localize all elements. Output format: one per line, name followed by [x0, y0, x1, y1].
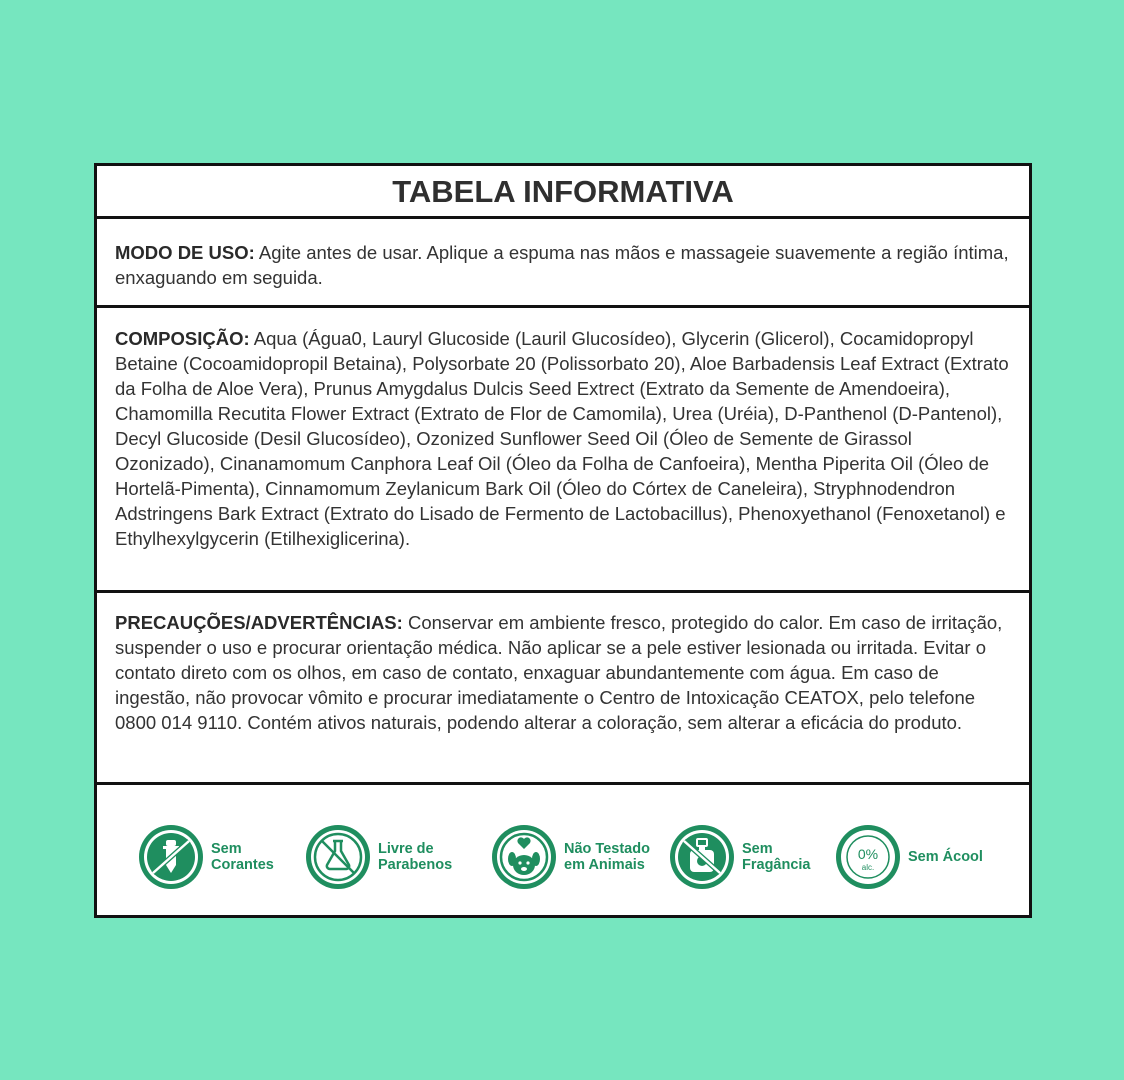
- composition-text: Aqua (Água0, Lauryl Glucoside (Lauril Glucosídeo), Glycerin (Glicerol), Cocamidopropyl Betaine (Cocoamidopropil Betaina), Polysorbate 20 (Polissorbato 20), Aloe Barbadensis Leaf Extract (Extrato da Folha de Aloe Vera), Prunus Amygdalus Dulcis Seed Extrect (Extrato da Semente de Amendoeira), Chamomilla Recutita Flower Extract (Extrato de Flor de Camomila), Urea (Uréia), D-Panthenol (D-Pantenol), Decyl Glucoside (Desil Glucosídeo), Ozonized Sunflower Seed Oil (Óleo de Semente de Girassol Ozonizado), Cinanamomum Canphora Leaf Oil (Óleo da Folha de Canfoeira), Mentha Piperita Oil (Óleo de Hortelã-Pimenta), Cinnamomum Zeylanicum Bark Oil (Óleo do Córtex de Caneleira), Stryphnodendron Adstringens Bark Extract (Extrato do Lisado de Fermento de Lactobacillus), Phenoxyethanol (Fenoxetanol) e Ethylhexylgycerin (Etilhexiglicerina).: [115, 328, 1009, 549]
- badge-paraben-free: [304, 823, 452, 891]
- animal-heart-icon: [490, 823, 558, 891]
- no-dropper-icon: [137, 823, 205, 891]
- usage-section: [97, 219, 1029, 308]
- usage-text: Agite antes de usar. Aplique a espuma nas mãos e massageie suavemente a região íntima, enxaguando em seguida.: [115, 242, 1009, 288]
- warnings-label: PRECAUÇÕES/ADVERTÊNCIAS:: [115, 612, 403, 633]
- badge-no-colorants: [137, 823, 274, 891]
- usage-label: MODO DE USO:: [115, 242, 255, 263]
- no-perfume-icon: [668, 823, 736, 891]
- warnings-section: [97, 593, 1029, 785]
- badge-cruelty-free-label: Não Testado em Animais: [564, 841, 650, 873]
- badge-paraben-free-label: Livre de Parabenos: [378, 841, 453, 873]
- badge-fragrance-free: [668, 823, 811, 891]
- badge-cruelty-free: [490, 823, 650, 891]
- composition-label: COMPOSIÇÃO:: [115, 328, 250, 349]
- badge-no-colorants-label: Sem Corantes: [211, 841, 274, 873]
- alc-text: alc.: [861, 863, 875, 872]
- warnings-text: Conservar em ambiente fresco, protegido do calor. Em caso de irritação, suspender o uso e procurar orientação médica. Não aplicar se a pele estiver lesionada ou irritada. Evitar o contato direto com os olhos, em caso de contato, enxaguar abundantemente com água. Em caso de ingestão, não provocar vômito e procurar imediatamente o Centro de Intoxicação CEATOX, pelo telefone 0800 014 9110. Contém ativos naturais, podendo alterar a coloração, sem alterar a eficácia do produto.: [115, 612, 1003, 733]
- badge-alcohol-free-label: Sem Ácool: [908, 849, 983, 865]
- info-table: [94, 163, 1032, 918]
- zero-alcohol-icon: [834, 823, 902, 891]
- badges-row: [97, 785, 1029, 924]
- no-flask-icon: [304, 823, 372, 891]
- zero-percent-text: 0%: [857, 846, 879, 862]
- composition-section: [97, 308, 1029, 593]
- table-title: TABELA INFORMATIVA: [97, 166, 1029, 219]
- badge-alcohol-free: [834, 823, 983, 891]
- badge-fragrance-free-label: Sem Fragância: [742, 841, 811, 873]
